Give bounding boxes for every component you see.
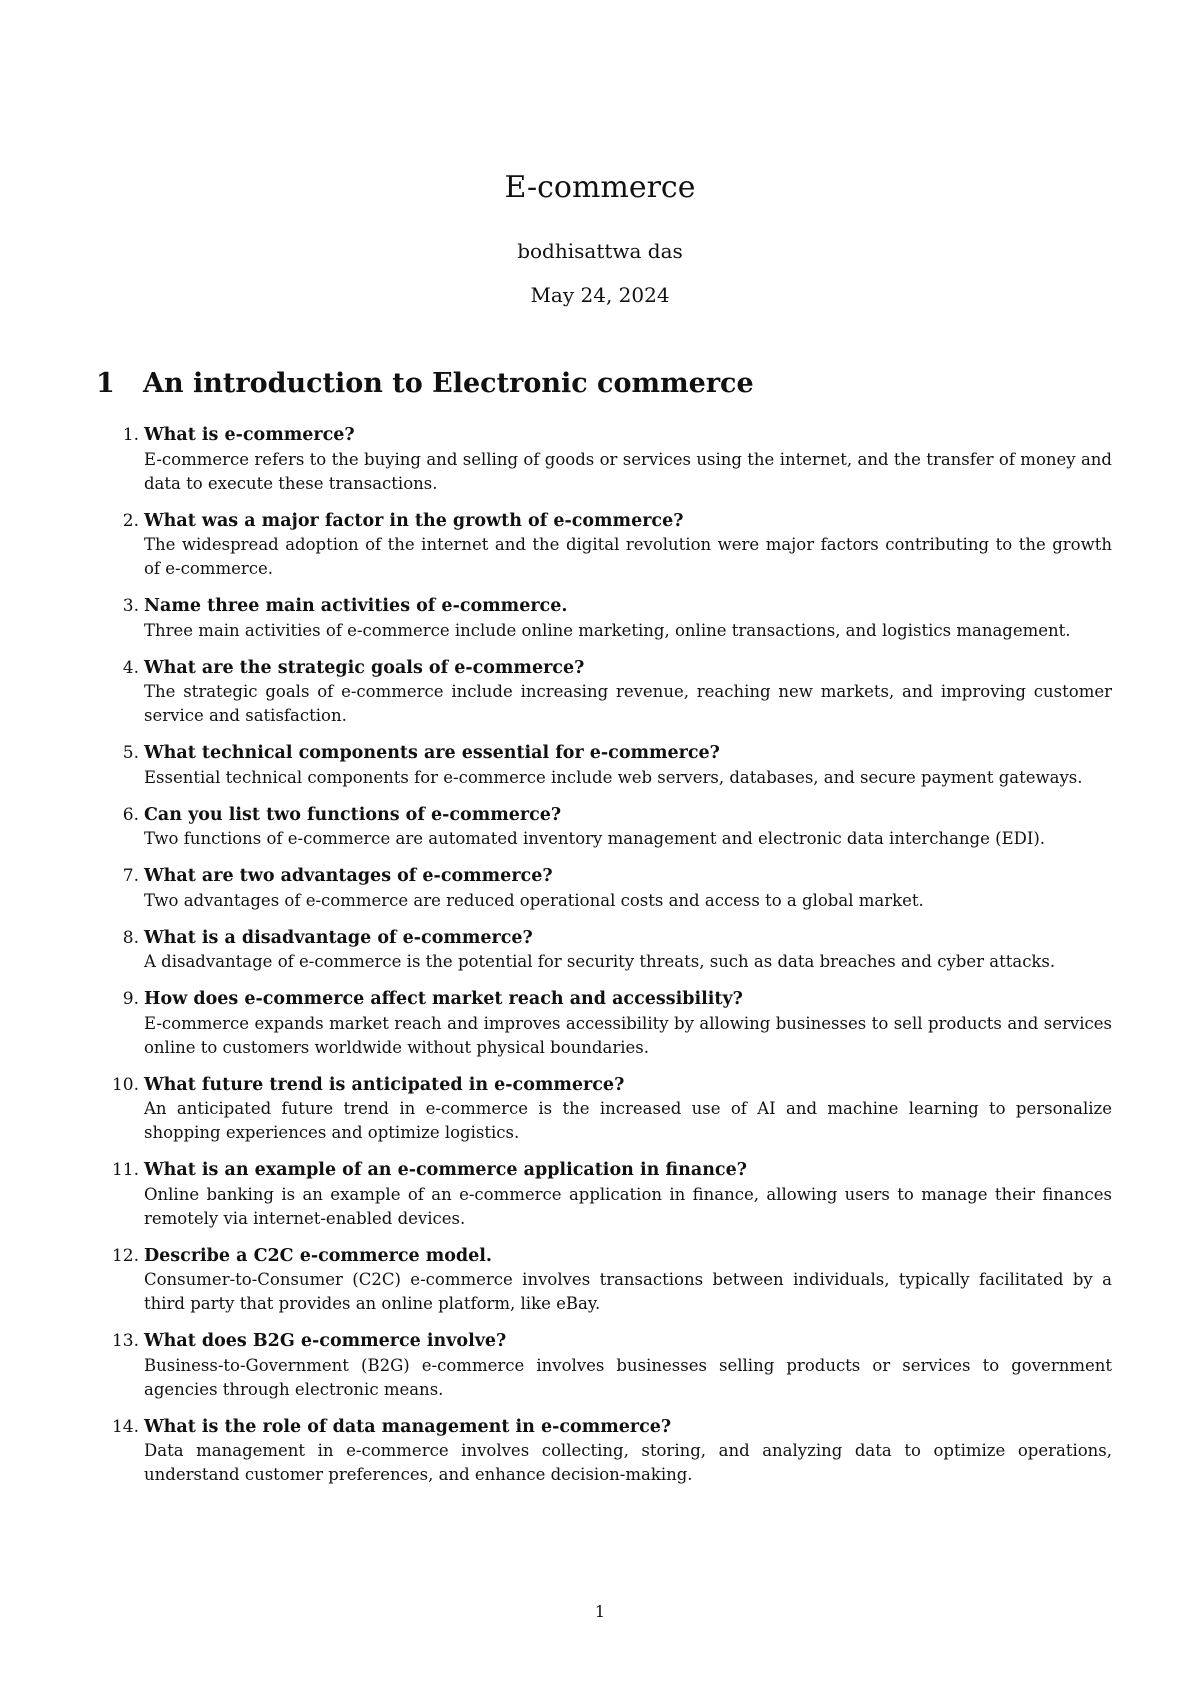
item-number: 9. [122, 989, 139, 1009]
item-body [144, 927, 1112, 975]
item-body [144, 1416, 1112, 1488]
question: What does B2G e-commerce involve? [144, 1331, 507, 1351]
question: What are two advantages of e-commerce? [144, 866, 553, 886]
answer: The widespread adoption of the internet and the digital revolution were major factors contributing to the growth of e-commerce. [144, 535, 1112, 578]
list-item [0, 1159, 1200, 1231]
list-item [0, 510, 1200, 582]
list-item [0, 424, 1200, 496]
list-item [0, 1245, 1200, 1317]
answer: Essential technical components for e-commerce include web servers, databases, and secure payment gateways. [144, 767, 1083, 787]
item-number: 11. [111, 1160, 139, 1180]
answer: Consumer-to-Consumer (C2C) e-commerce involves transactions between individuals, typically facilitated by a third party that provides an online platform, like eBay. [144, 1270, 1112, 1313]
item-number: 8. [122, 927, 139, 948]
item-number: 1. [122, 425, 139, 445]
question: Name three main activities of e-commerce. [144, 596, 568, 616]
page-number: 1 [594, 1602, 606, 1621]
section-number: 1 [96, 368, 115, 399]
list-item [0, 1330, 1200, 1402]
item-body [144, 595, 1112, 643]
item-number: 3. [122, 596, 139, 616]
item-number: 14. [111, 1416, 139, 1437]
item-body [144, 1074, 1112, 1146]
item-number: 6. [122, 804, 139, 825]
answer: An anticipated future trend in e-commerce is the increased use of AI and machine learning to personalize shopping experiences and optimize logistics. [144, 1099, 1112, 1142]
item-body [144, 1245, 1112, 1317]
question: Can you list two functions of e-commerce? [144, 804, 562, 825]
question: What was a major factor in the growth of e-commerce? [144, 510, 684, 531]
item-body [144, 657, 1112, 729]
answer: E-commerce refers to the buying and selling of goods or services using the internet, and the transfer of money and data to execute these transactions. [144, 449, 1112, 493]
question: What is the role of data management in e-commerce? [144, 1416, 672, 1437]
title-block [0, 170, 1200, 307]
question: What future trend is anticipated in e-commerce? [144, 1074, 625, 1095]
answer: E-commerce expands market reach and improves accessibility by allowing businesses to sell products and services online to customers worldwide without physical boundaries. [144, 1013, 1112, 1057]
list-item [0, 595, 1200, 643]
list-item [0, 988, 1200, 1060]
document-author: bodhisattwa das [517, 239, 683, 263]
item-body [144, 1330, 1112, 1402]
answer: Three main activities of e-commerce include online marketing, online transactions, and logistics management. [144, 620, 1071, 640]
answer: The strategic goals of e-commerce include increasing revenue, reaching new markets, and improving customer service and satisfaction. [144, 682, 1112, 725]
item-number: 13. [111, 1331, 139, 1351]
section-title: An introduction to Electronic commerce [143, 368, 754, 399]
list-item [0, 927, 1200, 975]
section-heading [96, 368, 754, 399]
question: What technical components are essential for e-commerce? [144, 743, 720, 763]
answer: Two functions of e-commerce are automated inventory management and electronic data interchange (EDI). [144, 829, 1046, 848]
item-body [144, 1159, 1112, 1231]
list-item [0, 804, 1200, 852]
answer: Business-to-Government (B2G) e-commerce involves businesses selling products or services to government agencies through electronic means. [144, 1355, 1112, 1399]
item-number: 10. [111, 1074, 139, 1095]
item-number: 4. [122, 657, 139, 678]
item-body [144, 865, 1112, 913]
qa-list [0, 424, 1200, 1501]
list-item [0, 1416, 1200, 1488]
document-title: E-commerce [504, 170, 696, 205]
list-item [0, 865, 1200, 913]
item-body [144, 510, 1112, 582]
list-item [0, 1074, 1200, 1146]
list-item [0, 742, 1200, 790]
question: How does e-commerce affect market reach and accessibility? [144, 989, 743, 1009]
answer: Two advantages of e-commerce are reduced operational costs and access to a global market. [144, 890, 924, 910]
item-body [144, 804, 1112, 852]
question: What is an example of an e-commerce application in finance? [144, 1160, 747, 1180]
answer: Online banking is an example of an e-commerce application in finance, allowing users to manage their finances remotely via internet-enabled devices. [144, 1184, 1112, 1228]
answer: A disadvantage of e-commerce is the potential for security threats, such as data breaches and cyber attacks. [144, 952, 1056, 971]
list-item [0, 657, 1200, 729]
answer: Data management in e-commerce involves collecting, storing, and analyzing data to optimize operations, understand customer preferences, and enhance decision-making. [144, 1441, 1112, 1484]
question: What is e-commerce? [144, 425, 355, 445]
item-body [144, 988, 1112, 1060]
document-date: May 24, 2024 [530, 283, 670, 307]
item-number: 2. [122, 510, 139, 531]
item-body [144, 742, 1112, 790]
question: Describe a C2C e-commerce model. [144, 1245, 493, 1266]
item-body [144, 424, 1112, 496]
item-number: 12. [111, 1245, 139, 1266]
question: What are the strategic goals of e-commerce? [144, 657, 585, 678]
item-number: 7. [122, 866, 139, 886]
item-number: 5. [122, 743, 139, 763]
question: What is a disadvantage of e-commerce? [144, 927, 533, 948]
